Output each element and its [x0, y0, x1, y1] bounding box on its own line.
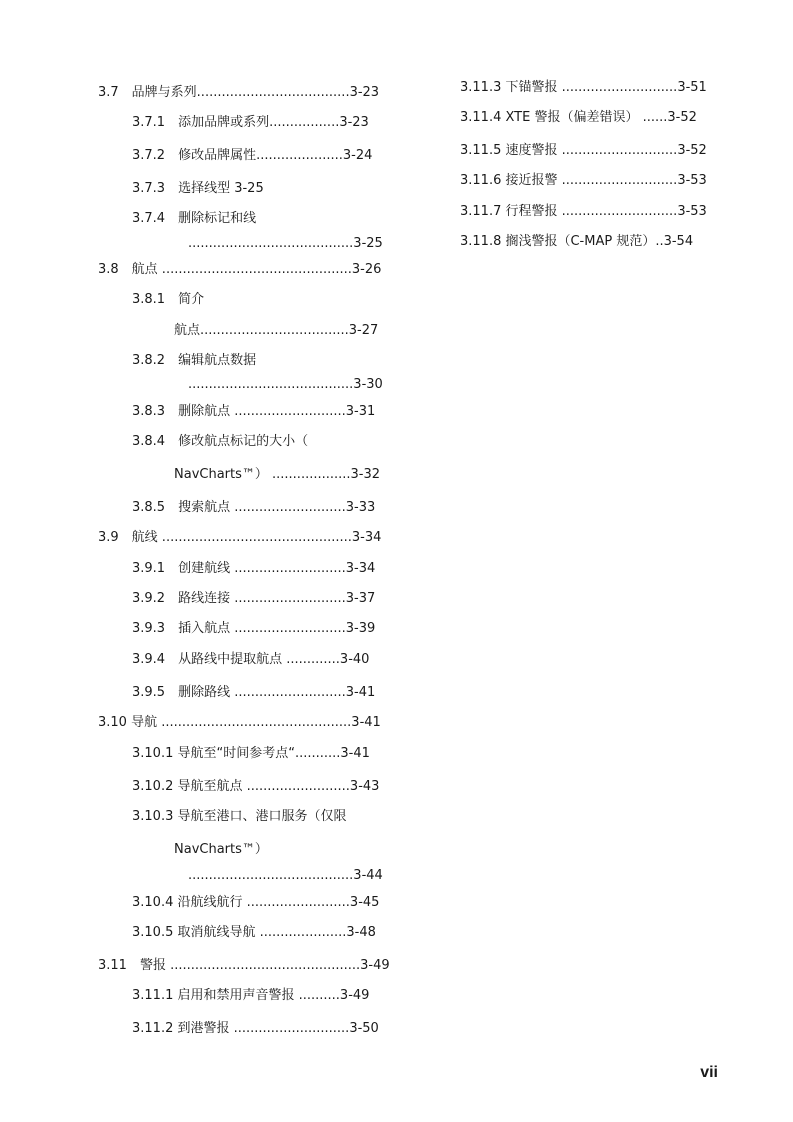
toc-entry[interactable]: 3.7 品牌与系列.....................................3-23: [98, 85, 380, 100]
toc-entry-continuation[interactable]: NavCharts™） ...................3-32: [174, 467, 381, 482]
toc-entry[interactable]: 3.8 航点 ..............................................3-26: [98, 262, 382, 277]
toc-entry[interactable]: 3.7.2 修改品牌属性.....................3-24: [132, 148, 373, 163]
toc-entry[interactable]: 3.9.2 路线连接 ...........................3-37: [132, 591, 376, 606]
toc-entry[interactable]: 3.10 导航 ..............................................3-41: [98, 715, 381, 730]
toc-entry[interactable]: 3.8.2 编辑航点数据: [132, 353, 257, 368]
toc-entry[interactable]: 3.9.1 创建航线 ...........................3-34: [132, 561, 376, 576]
toc-entry[interactable]: 3.11 警报 ..............................................3-49: [98, 958, 390, 973]
toc-entry[interactable]: 3.7.3 选择线型 3-25: [132, 181, 264, 196]
toc-entry[interactable]: 3.9.4 从路线中提取航点 .............3-40: [132, 652, 370, 667]
toc-entry[interactable]: 3.11.5 速度警报 ............................3-52: [460, 143, 707, 158]
toc-entry[interactable]: 3.10.3 导航至港口、港口服务（仅限: [132, 809, 347, 824]
toc-entry[interactable]: 3.11.2 到港警报 ............................3-50: [132, 1021, 379, 1036]
toc-entry[interactable]: 3.9.3 插入航点 ...........................3-39: [132, 621, 376, 636]
toc-entry[interactable]: 3.9.5 删除路线 ...........................3-41: [132, 685, 376, 700]
toc-entry-continuation[interactable]: ........................................3-30: [188, 377, 383, 392]
toc-entry[interactable]: 3.11.7 行程警报 ............................3-53: [460, 204, 707, 219]
toc-entry[interactable]: 3.8.5 搜索航点 ...........................3-33: [132, 500, 376, 515]
toc-entry[interactable]: 3.8.3 删除航点 ...........................3-31: [132, 404, 376, 419]
toc-entry[interactable]: 3.10.1 导航至“时间参考点“...........3-41: [132, 746, 370, 761]
toc-entry[interactable]: 3.7.4 删除标记和线: [132, 211, 257, 226]
toc-entry[interactable]: 3.9 航线 ..............................................3-34: [98, 530, 382, 545]
toc-entry[interactable]: 3.11.6 接近报警 ............................3-53: [460, 173, 707, 188]
toc-entry[interactable]: 3.10.2 导航至航点 .........................3-43: [132, 779, 380, 794]
toc-entry[interactable]: 3.8.1 简介: [132, 292, 205, 307]
toc-entry[interactable]: 3.10.5 取消航线导航 .....................3-48: [132, 925, 376, 940]
toc-entry[interactable]: 3.10.4 沿航线航行 .........................3-45: [132, 895, 380, 910]
toc-entry-continuation[interactable]: 航点....................................3-27: [174, 323, 379, 338]
toc-entry[interactable]: 3.8.4 修改航点标记的大小（: [132, 434, 309, 449]
toc-entry-continuation[interactable]: ........................................3-44: [188, 868, 383, 883]
toc-entry[interactable]: 3.11.1 启用和禁用声音警报 ..........3-49: [132, 988, 370, 1003]
toc-entry[interactable]: 3.11.4 XTE 警报（偏差错误） ......3-52: [460, 110, 697, 125]
toc-entry-continuation[interactable]: ........................................3-25: [188, 236, 383, 251]
page-number: vii: [700, 1064, 718, 1081]
toc-entry[interactable]: 3.11.8 搁浅警报（C-MAP 规范）..3-54: [460, 234, 694, 249]
toc-entry-continuation[interactable]: NavCharts™）: [174, 842, 268, 857]
toc-entry[interactable]: 3.11.3 下锚警报 ............................3-51: [460, 80, 707, 95]
toc-entry[interactable]: 3.7.1 添加品牌或系列.................3-23: [132, 115, 369, 130]
